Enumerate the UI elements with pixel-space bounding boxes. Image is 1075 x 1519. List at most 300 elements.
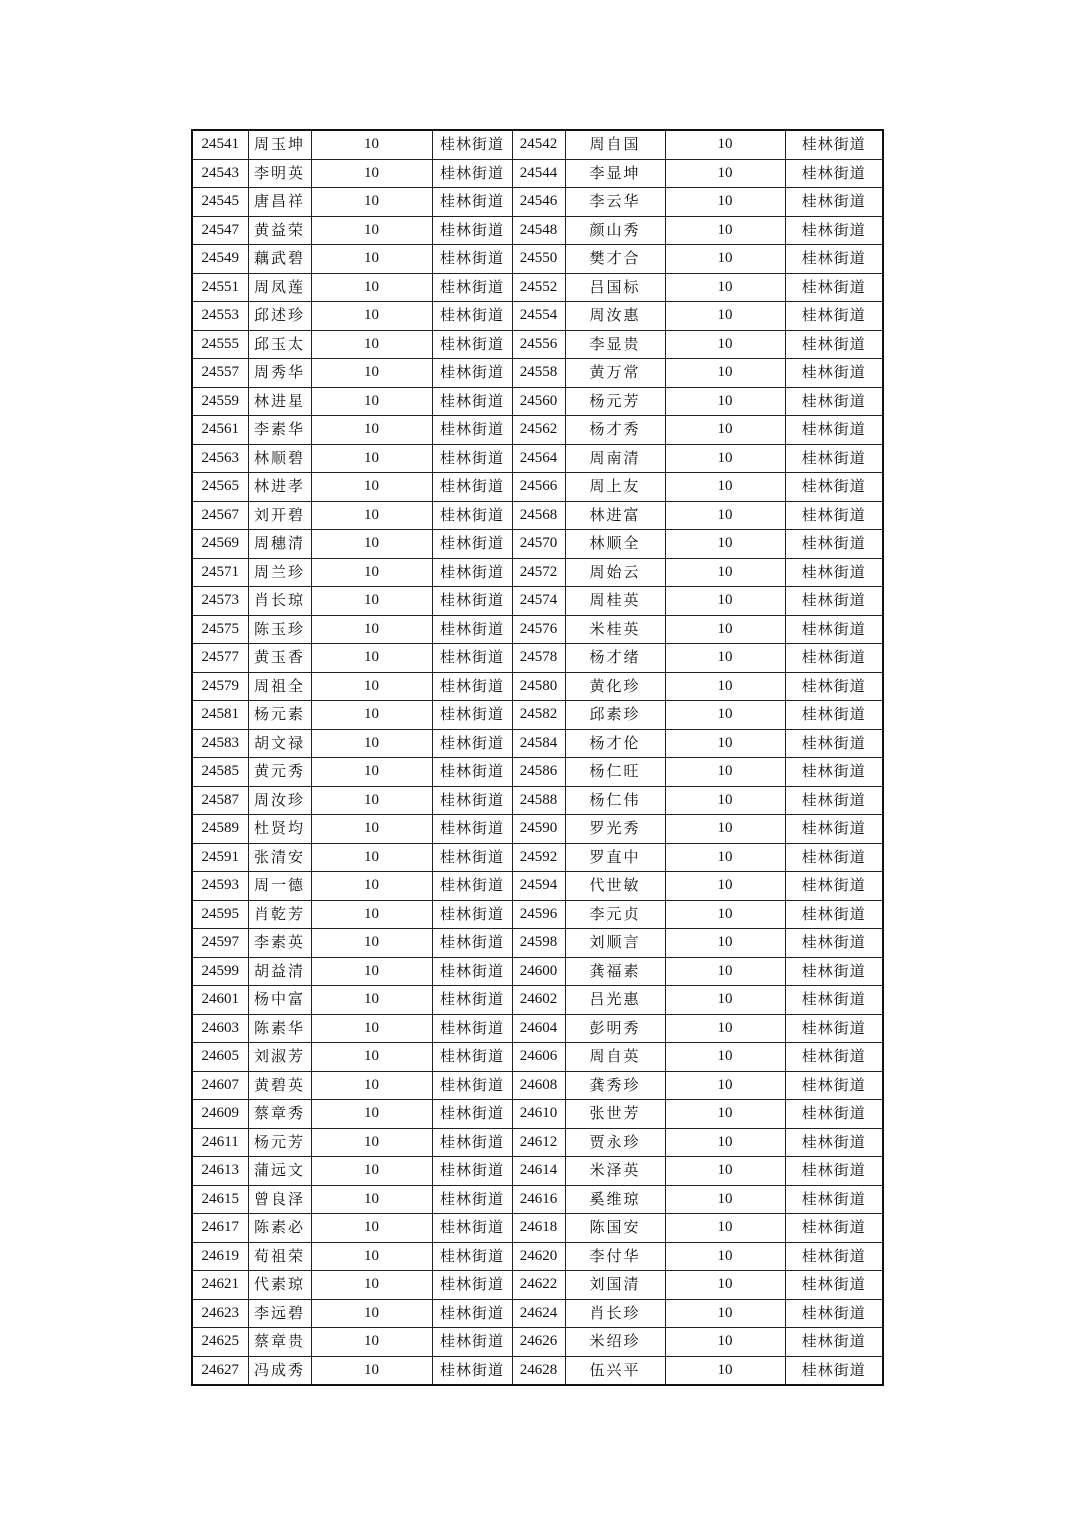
amount-cell: 10 <box>665 1100 785 1129</box>
person-name-cell: 陈国安 <box>565 1214 665 1243</box>
amount-cell: 10 <box>311 330 432 359</box>
person-name-cell: 曾良泽 <box>248 1185 311 1214</box>
record-id-cell: 24587 <box>192 786 248 815</box>
record-id-cell: 24542 <box>512 130 565 159</box>
amount-cell: 10 <box>311 843 432 872</box>
person-name-cell: 蔡章秀 <box>248 1100 311 1129</box>
person-name-cell: 邱素珍 <box>565 701 665 730</box>
record-id-cell: 24582 <box>512 701 565 730</box>
subdistrict-cell: 桂林街道 <box>432 501 512 530</box>
amount-cell: 10 <box>311 758 432 787</box>
amount-cell: 10 <box>665 216 785 245</box>
table-row <box>192 644 883 673</box>
amount-cell: 10 <box>665 387 785 416</box>
subdistrict-cell: 桂林街道 <box>785 1014 883 1043</box>
subdistrict-cell: 桂林街道 <box>432 986 512 1015</box>
record-id-cell: 24555 <box>192 330 248 359</box>
subdistrict-cell: 桂林街道 <box>785 986 883 1015</box>
person-name-cell: 杨中富 <box>248 986 311 1015</box>
amount-cell: 10 <box>311 444 432 473</box>
person-name-cell: 周汝珍 <box>248 786 311 815</box>
person-name-cell: 陈素必 <box>248 1214 311 1243</box>
subdistrict-cell: 桂林街道 <box>785 1214 883 1243</box>
record-id-cell: 24583 <box>192 729 248 758</box>
table-row <box>192 815 883 844</box>
amount-cell: 10 <box>311 216 432 245</box>
table-row <box>192 1356 883 1385</box>
subdistrict-cell: 桂林街道 <box>785 188 883 217</box>
person-name-cell: 林进星 <box>248 387 311 416</box>
amount-cell: 10 <box>665 1185 785 1214</box>
subdistrict-cell: 桂林街道 <box>432 1299 512 1328</box>
person-name-cell: 吕光惠 <box>565 986 665 1015</box>
subdistrict-cell: 桂林街道 <box>785 758 883 787</box>
person-name-cell: 罗光秀 <box>565 815 665 844</box>
record-id-cell: 24598 <box>512 929 565 958</box>
person-name-cell: 李素英 <box>248 929 311 958</box>
roster-table <box>191 129 884 1386</box>
record-id-cell: 24607 <box>192 1071 248 1100</box>
subdistrict-cell: 桂林街道 <box>432 587 512 616</box>
amount-cell: 10 <box>311 729 432 758</box>
record-id-cell: 24574 <box>512 587 565 616</box>
record-id-cell: 24585 <box>192 758 248 787</box>
table-row <box>192 1299 883 1328</box>
record-id-cell: 24626 <box>512 1328 565 1357</box>
person-name-cell: 周玉坤 <box>248 130 311 159</box>
table-row <box>192 1071 883 1100</box>
table-row <box>192 1100 883 1129</box>
subdistrict-cell: 桂林街道 <box>432 473 512 502</box>
person-name-cell: 吕国标 <box>565 273 665 302</box>
table-row <box>192 900 883 929</box>
amount-cell: 10 <box>665 245 785 274</box>
record-id-cell: 24572 <box>512 558 565 587</box>
record-id-cell: 24579 <box>192 672 248 701</box>
subdistrict-cell: 桂林街道 <box>785 843 883 872</box>
amount-cell: 10 <box>665 587 785 616</box>
amount-cell: 10 <box>311 1328 432 1357</box>
amount-cell: 10 <box>665 130 785 159</box>
person-name-cell: 蒲远文 <box>248 1157 311 1186</box>
person-name-cell: 刘开碧 <box>248 501 311 530</box>
subdistrict-cell: 桂林街道 <box>432 1157 512 1186</box>
subdistrict-cell: 桂林街道 <box>785 615 883 644</box>
subdistrict-cell: 桂林街道 <box>785 1185 883 1214</box>
table-row <box>192 558 883 587</box>
record-id-cell: 24558 <box>512 359 565 388</box>
person-name-cell: 黄元秀 <box>248 758 311 787</box>
amount-cell: 10 <box>665 986 785 1015</box>
record-id-cell: 24569 <box>192 530 248 559</box>
person-name-cell: 周始云 <box>565 558 665 587</box>
amount-cell: 10 <box>311 957 432 986</box>
person-name-cell: 肖长珍 <box>565 1299 665 1328</box>
amount-cell: 10 <box>665 359 785 388</box>
record-id-cell: 24624 <box>512 1299 565 1328</box>
amount-cell: 10 <box>311 615 432 644</box>
table-row <box>192 387 883 416</box>
subdistrict-cell: 桂林街道 <box>785 273 883 302</box>
person-name-cell: 米泽英 <box>565 1157 665 1186</box>
record-id-cell: 24600 <box>512 957 565 986</box>
amount-cell: 10 <box>665 1299 785 1328</box>
person-name-cell: 黄万常 <box>565 359 665 388</box>
record-id-cell: 24584 <box>512 729 565 758</box>
table-row <box>192 957 883 986</box>
subdistrict-cell: 桂林街道 <box>432 644 512 673</box>
record-id-cell: 24619 <box>192 1242 248 1271</box>
record-id-cell: 24561 <box>192 416 248 445</box>
amount-cell: 10 <box>311 359 432 388</box>
record-id-cell: 24549 <box>192 245 248 274</box>
amount-cell: 10 <box>311 1157 432 1186</box>
amount-cell: 10 <box>311 786 432 815</box>
person-name-cell: 刘顺言 <box>565 929 665 958</box>
record-id-cell: 24591 <box>192 843 248 872</box>
subdistrict-cell: 桂林街道 <box>432 900 512 929</box>
person-name-cell: 肖乾芳 <box>248 900 311 929</box>
person-name-cell: 周一德 <box>248 872 311 901</box>
person-name-cell: 黄碧英 <box>248 1071 311 1100</box>
subdistrict-cell: 桂林街道 <box>785 587 883 616</box>
amount-cell: 10 <box>311 701 432 730</box>
record-id-cell: 24610 <box>512 1100 565 1129</box>
amount-cell: 10 <box>311 501 432 530</box>
amount-cell: 10 <box>665 1242 785 1271</box>
amount-cell: 10 <box>665 1043 785 1072</box>
subdistrict-cell: 桂林街道 <box>432 416 512 445</box>
table-row <box>192 587 883 616</box>
record-id-cell: 24565 <box>192 473 248 502</box>
record-id-cell: 24544 <box>512 159 565 188</box>
amount-cell: 10 <box>311 416 432 445</box>
subdistrict-cell: 桂林街道 <box>432 1328 512 1357</box>
person-name-cell: 杨元芳 <box>565 387 665 416</box>
amount-cell: 10 <box>311 1242 432 1271</box>
person-name-cell: 代素琼 <box>248 1271 311 1300</box>
amount-cell: 10 <box>311 558 432 587</box>
person-name-cell: 胡益清 <box>248 957 311 986</box>
amount-cell: 10 <box>665 1128 785 1157</box>
table-row <box>192 273 883 302</box>
person-name-cell: 李付华 <box>565 1242 665 1271</box>
record-id-cell: 24546 <box>512 188 565 217</box>
subdistrict-cell: 桂林街道 <box>785 1043 883 1072</box>
amount-cell: 10 <box>311 644 432 673</box>
record-id-cell: 24559 <box>192 387 248 416</box>
subdistrict-cell: 桂林街道 <box>432 216 512 245</box>
person-name-cell: 樊才合 <box>565 245 665 274</box>
record-id-cell: 24560 <box>512 387 565 416</box>
person-name-cell: 杨才伦 <box>565 729 665 758</box>
table-row <box>192 444 883 473</box>
person-name-cell: 陈素华 <box>248 1014 311 1043</box>
subdistrict-cell: 桂林街道 <box>432 1043 512 1072</box>
record-id-cell: 24627 <box>192 1356 248 1385</box>
record-id-cell: 24617 <box>192 1214 248 1243</box>
amount-cell: 10 <box>311 273 432 302</box>
record-id-cell: 24588 <box>512 786 565 815</box>
table-row <box>192 615 883 644</box>
record-id-cell: 24604 <box>512 1014 565 1043</box>
amount-cell: 10 <box>665 159 785 188</box>
record-id-cell: 24622 <box>512 1271 565 1300</box>
record-id-cell: 24605 <box>192 1043 248 1072</box>
person-name-cell: 龚福素 <box>565 957 665 986</box>
subdistrict-cell: 桂林街道 <box>785 929 883 958</box>
record-id-cell: 24606 <box>512 1043 565 1072</box>
record-id-cell: 24611 <box>192 1128 248 1157</box>
record-id-cell: 24618 <box>512 1214 565 1243</box>
subdistrict-cell: 桂林街道 <box>432 387 512 416</box>
record-id-cell: 24613 <box>192 1157 248 1186</box>
record-id-cell: 24562 <box>512 416 565 445</box>
record-id-cell: 24616 <box>512 1185 565 1214</box>
person-name-cell: 李明英 <box>248 159 311 188</box>
table-row <box>192 188 883 217</box>
subdistrict-cell: 桂林街道 <box>432 130 512 159</box>
record-id-cell: 24566 <box>512 473 565 502</box>
amount-cell: 10 <box>311 1185 432 1214</box>
person-name-cell: 冯成秀 <box>248 1356 311 1385</box>
person-name-cell: 周穗清 <box>248 530 311 559</box>
amount-cell: 10 <box>665 758 785 787</box>
person-name-cell: 李显坤 <box>565 159 665 188</box>
record-id-cell: 24567 <box>192 501 248 530</box>
amount-cell: 10 <box>665 188 785 217</box>
table-row <box>192 1014 883 1043</box>
person-name-cell: 李元贞 <box>565 900 665 929</box>
amount-cell: 10 <box>311 900 432 929</box>
table-row <box>192 1157 883 1186</box>
subdistrict-cell: 桂林街道 <box>785 1299 883 1328</box>
amount-cell: 10 <box>665 815 785 844</box>
record-id-cell: 24601 <box>192 986 248 1015</box>
amount-cell: 10 <box>311 130 432 159</box>
subdistrict-cell: 桂林街道 <box>432 701 512 730</box>
person-name-cell: 罗直中 <box>565 843 665 872</box>
amount-cell: 10 <box>311 1100 432 1129</box>
person-name-cell: 龚秀珍 <box>565 1071 665 1100</box>
amount-cell: 10 <box>311 1356 432 1385</box>
table-row <box>192 986 883 1015</box>
subdistrict-cell: 桂林街道 <box>432 1100 512 1129</box>
record-id-cell: 24552 <box>512 273 565 302</box>
person-name-cell: 杨才秀 <box>565 416 665 445</box>
amount-cell: 10 <box>311 302 432 331</box>
subdistrict-cell: 桂林街道 <box>785 900 883 929</box>
record-id-cell: 24596 <box>512 900 565 929</box>
subdistrict-cell: 桂林街道 <box>785 644 883 673</box>
table-row <box>192 245 883 274</box>
table-row <box>192 1185 883 1214</box>
amount-cell: 10 <box>665 1071 785 1100</box>
person-name-cell: 邱述珍 <box>248 302 311 331</box>
person-name-cell: 杨仁伟 <box>565 786 665 815</box>
subdistrict-cell: 桂林街道 <box>785 216 883 245</box>
person-name-cell: 杨仁旺 <box>565 758 665 787</box>
amount-cell: 10 <box>311 672 432 701</box>
amount-cell: 10 <box>665 929 785 958</box>
table-row <box>192 672 883 701</box>
subdistrict-cell: 桂林街道 <box>785 701 883 730</box>
record-id-cell: 24595 <box>192 900 248 929</box>
subdistrict-cell: 桂林街道 <box>432 1014 512 1043</box>
subdistrict-cell: 桂林街道 <box>432 359 512 388</box>
person-name-cell: 蔡章贵 <box>248 1328 311 1357</box>
table-row <box>192 359 883 388</box>
record-id-cell: 24570 <box>512 530 565 559</box>
amount-cell: 10 <box>665 501 785 530</box>
record-id-cell: 24553 <box>192 302 248 331</box>
subdistrict-cell: 桂林街道 <box>785 1157 883 1186</box>
amount-cell: 10 <box>665 701 785 730</box>
subdistrict-cell: 桂林街道 <box>785 1128 883 1157</box>
person-name-cell: 周自英 <box>565 1043 665 1072</box>
amount-cell: 10 <box>665 729 785 758</box>
amount-cell: 10 <box>311 530 432 559</box>
person-name-cell: 周祖全 <box>248 672 311 701</box>
person-name-cell: 林顺全 <box>565 530 665 559</box>
table-row <box>192 1214 883 1243</box>
amount-cell: 10 <box>665 558 785 587</box>
record-id-cell: 24543 <box>192 159 248 188</box>
record-id-cell: 24621 <box>192 1271 248 1300</box>
subdistrict-cell: 桂林街道 <box>432 843 512 872</box>
person-name-cell: 贾永珍 <box>565 1128 665 1157</box>
subdistrict-cell: 桂林街道 <box>785 729 883 758</box>
record-id-cell: 24612 <box>512 1128 565 1157</box>
table-row <box>192 758 883 787</box>
record-id-cell: 24599 <box>192 957 248 986</box>
record-id-cell: 24548 <box>512 216 565 245</box>
person-name-cell: 李云华 <box>565 188 665 217</box>
person-name-cell: 李素华 <box>248 416 311 445</box>
table-row <box>192 530 883 559</box>
record-id-cell: 24594 <box>512 872 565 901</box>
person-name-cell: 林进富 <box>565 501 665 530</box>
record-id-cell: 24623 <box>192 1299 248 1328</box>
table-row <box>192 130 883 159</box>
record-id-cell: 24608 <box>512 1071 565 1100</box>
subdistrict-cell: 桂林街道 <box>785 558 883 587</box>
amount-cell: 10 <box>665 900 785 929</box>
amount-cell: 10 <box>665 473 785 502</box>
table-row <box>192 729 883 758</box>
table-row <box>192 216 883 245</box>
record-id-cell: 24576 <box>512 615 565 644</box>
person-name-cell: 刘淑芳 <box>248 1043 311 1072</box>
record-id-cell: 24603 <box>192 1014 248 1043</box>
record-id-cell: 24614 <box>512 1157 565 1186</box>
person-name-cell: 胡文禄 <box>248 729 311 758</box>
record-id-cell: 24593 <box>192 872 248 901</box>
amount-cell: 10 <box>665 1014 785 1043</box>
subdistrict-cell: 桂林街道 <box>785 302 883 331</box>
subdistrict-cell: 桂林街道 <box>432 188 512 217</box>
subdistrict-cell: 桂林街道 <box>785 1071 883 1100</box>
amount-cell: 10 <box>665 644 785 673</box>
amount-cell: 10 <box>665 1271 785 1300</box>
amount-cell: 10 <box>311 872 432 901</box>
subdistrict-cell: 桂林街道 <box>785 815 883 844</box>
table-row <box>192 501 883 530</box>
amount-cell: 10 <box>311 387 432 416</box>
amount-cell: 10 <box>665 273 785 302</box>
subdistrict-cell: 桂林街道 <box>785 672 883 701</box>
person-name-cell: 张清安 <box>248 843 311 872</box>
table-row <box>192 929 883 958</box>
amount-cell: 10 <box>665 330 785 359</box>
person-name-cell: 藕武碧 <box>248 245 311 274</box>
subdistrict-cell: 桂林街道 <box>432 815 512 844</box>
subdistrict-cell: 桂林街道 <box>432 330 512 359</box>
record-id-cell: 24586 <box>512 758 565 787</box>
record-id-cell: 24577 <box>192 644 248 673</box>
record-id-cell: 24556 <box>512 330 565 359</box>
person-name-cell: 邱玉太 <box>248 330 311 359</box>
table-row <box>192 872 883 901</box>
amount-cell: 10 <box>665 444 785 473</box>
amount-cell: 10 <box>311 587 432 616</box>
subdistrict-cell: 桂林街道 <box>432 302 512 331</box>
record-id-cell: 24589 <box>192 815 248 844</box>
table-row <box>192 701 883 730</box>
subdistrict-cell: 桂林街道 <box>785 359 883 388</box>
table-row <box>192 843 883 872</box>
subdistrict-cell: 桂林街道 <box>432 530 512 559</box>
amount-cell: 10 <box>665 786 785 815</box>
person-name-cell: 周凤莲 <box>248 273 311 302</box>
subdistrict-cell: 桂林街道 <box>785 501 883 530</box>
person-name-cell: 周秀华 <box>248 359 311 388</box>
record-id-cell: 24625 <box>192 1328 248 1357</box>
table-row <box>192 159 883 188</box>
amount-cell: 10 <box>311 188 432 217</box>
subdistrict-cell: 桂林街道 <box>432 1071 512 1100</box>
subdistrict-cell: 桂林街道 <box>432 872 512 901</box>
subdistrict-cell: 桂林街道 <box>785 473 883 502</box>
amount-cell: 10 <box>665 672 785 701</box>
person-name-cell: 陈玉珍 <box>248 615 311 644</box>
record-id-cell: 24563 <box>192 444 248 473</box>
person-name-cell: 周桂英 <box>565 587 665 616</box>
amount-cell: 10 <box>311 245 432 274</box>
subdistrict-cell: 桂林街道 <box>432 1185 512 1214</box>
table-row <box>192 302 883 331</box>
subdistrict-cell: 桂林街道 <box>785 530 883 559</box>
person-name-cell: 代世敏 <box>565 872 665 901</box>
amount-cell: 10 <box>665 416 785 445</box>
subdistrict-cell: 桂林街道 <box>785 1328 883 1357</box>
table-row <box>192 416 883 445</box>
record-id-cell: 24545 <box>192 188 248 217</box>
person-name-cell: 黄益荣 <box>248 216 311 245</box>
subdistrict-cell: 桂林街道 <box>432 957 512 986</box>
person-name-cell: 林顺碧 <box>248 444 311 473</box>
record-id-cell: 24580 <box>512 672 565 701</box>
subdistrict-cell: 桂林街道 <box>785 1356 883 1385</box>
person-name-cell: 杨元芳 <box>248 1128 311 1157</box>
amount-cell: 10 <box>665 843 785 872</box>
amount-cell: 10 <box>665 957 785 986</box>
record-id-cell: 24550 <box>512 245 565 274</box>
record-id-cell: 24551 <box>192 273 248 302</box>
subdistrict-cell: 桂林街道 <box>432 159 512 188</box>
record-id-cell: 24590 <box>512 815 565 844</box>
subdistrict-cell: 桂林街道 <box>432 273 512 302</box>
